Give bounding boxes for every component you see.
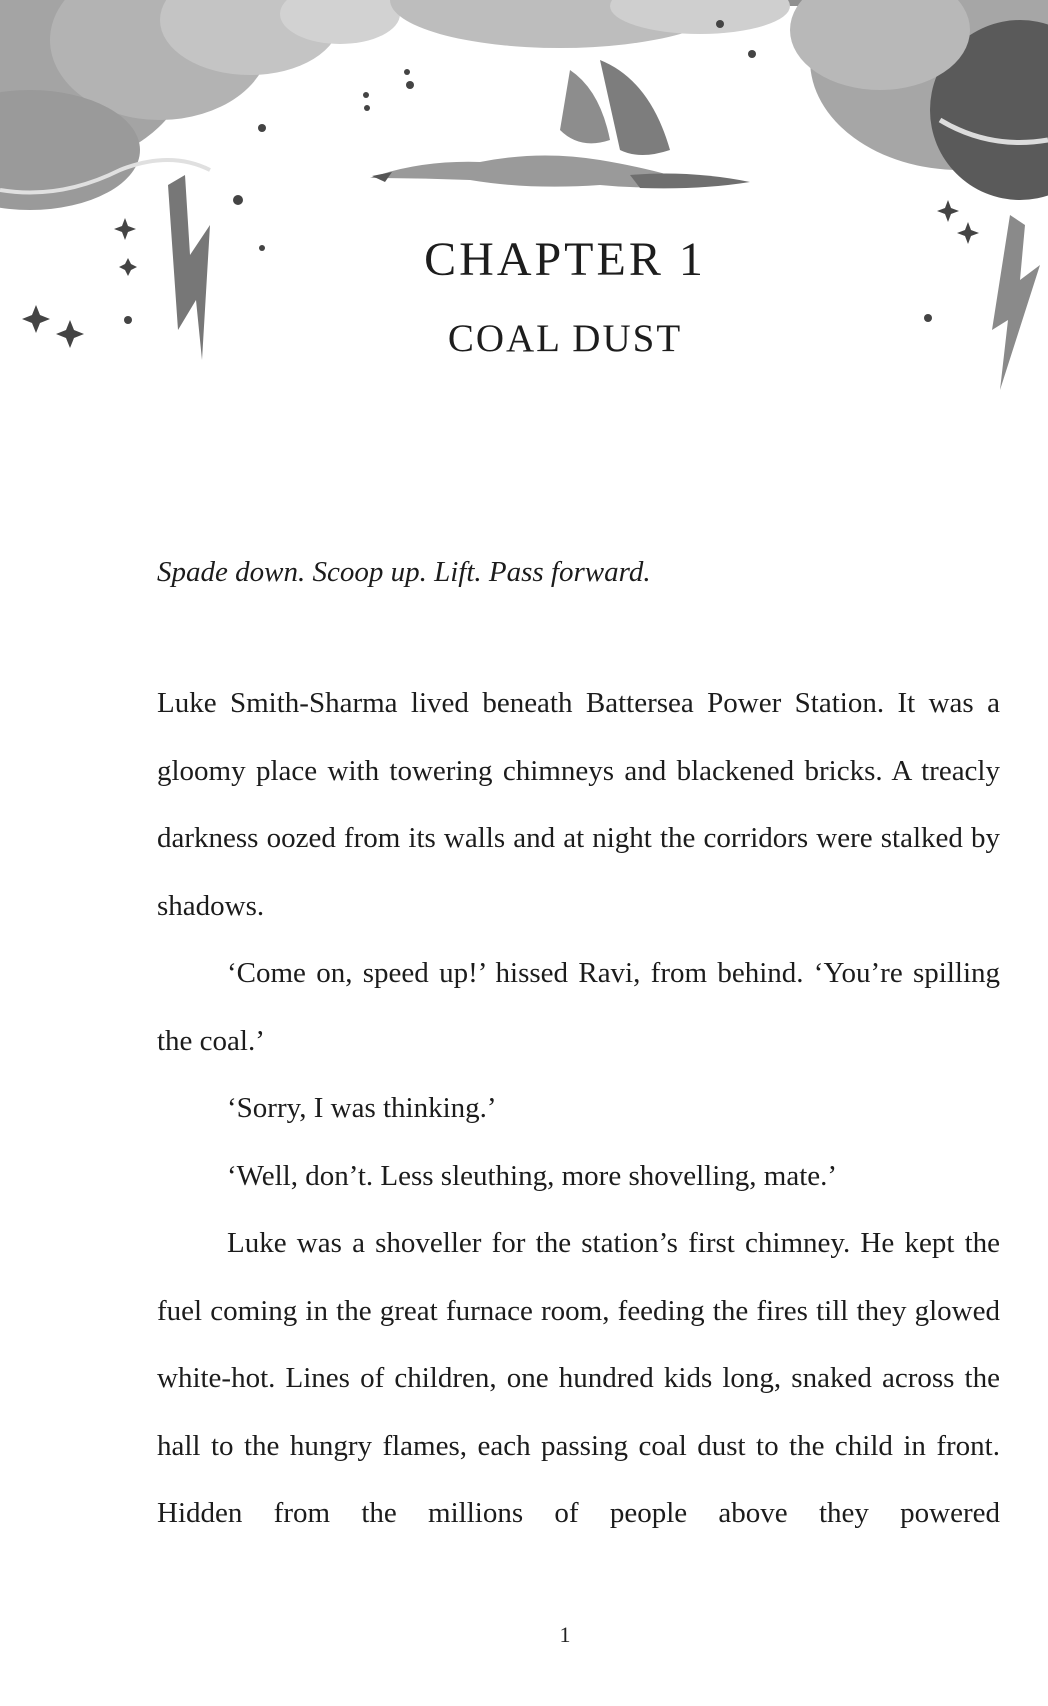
epigraph: Spade down. Scoop up. Lift. Pass forward. [157,556,651,588]
paragraph: Luke Smith-Sharma lived beneath Battersea Power Station. It was a gloomy place with towering chimneys and blackened bricks. A treacly darkness oozed from its walls and at night the corridors were stalked by shadows. [157,687,1000,922]
paragraph: ‘Sorry, I was thinking.’ [227,1092,497,1124]
chapter-number: CHAPTER 1 [424,233,706,286]
chapter-body [157,670,1000,1548]
paragraph: Luke was a shoveller for the station’s first chimney. He kept the fuel coming in the great furnace room, feeding the fires till they glowed white-hot. Lines of children, one hundred kids long, snaked across the hall to the hungry flames, each passing coal dust to the child in front. Hidden from the millions of people above they powered [157,1227,1000,1529]
paragraph: ‘Come on, speed up!’ hissed Ravi, from behind. ‘You’re spilling the coal.’ [157,957,1000,1057]
left-cloud-icon [0,0,400,210]
page-number: 1 [559,1622,571,1647]
top-cloud-icon [390,0,790,48]
paragraph: ‘Well, don’t. Less sleuthing, more shovelling, mate.’ [227,1159,838,1192]
chapter-header-illustration [0,0,1048,440]
chapter-title: COAL DUST [447,317,683,360]
right-cloud-icon [790,0,1048,200]
flying-bird-icon [370,60,750,188]
